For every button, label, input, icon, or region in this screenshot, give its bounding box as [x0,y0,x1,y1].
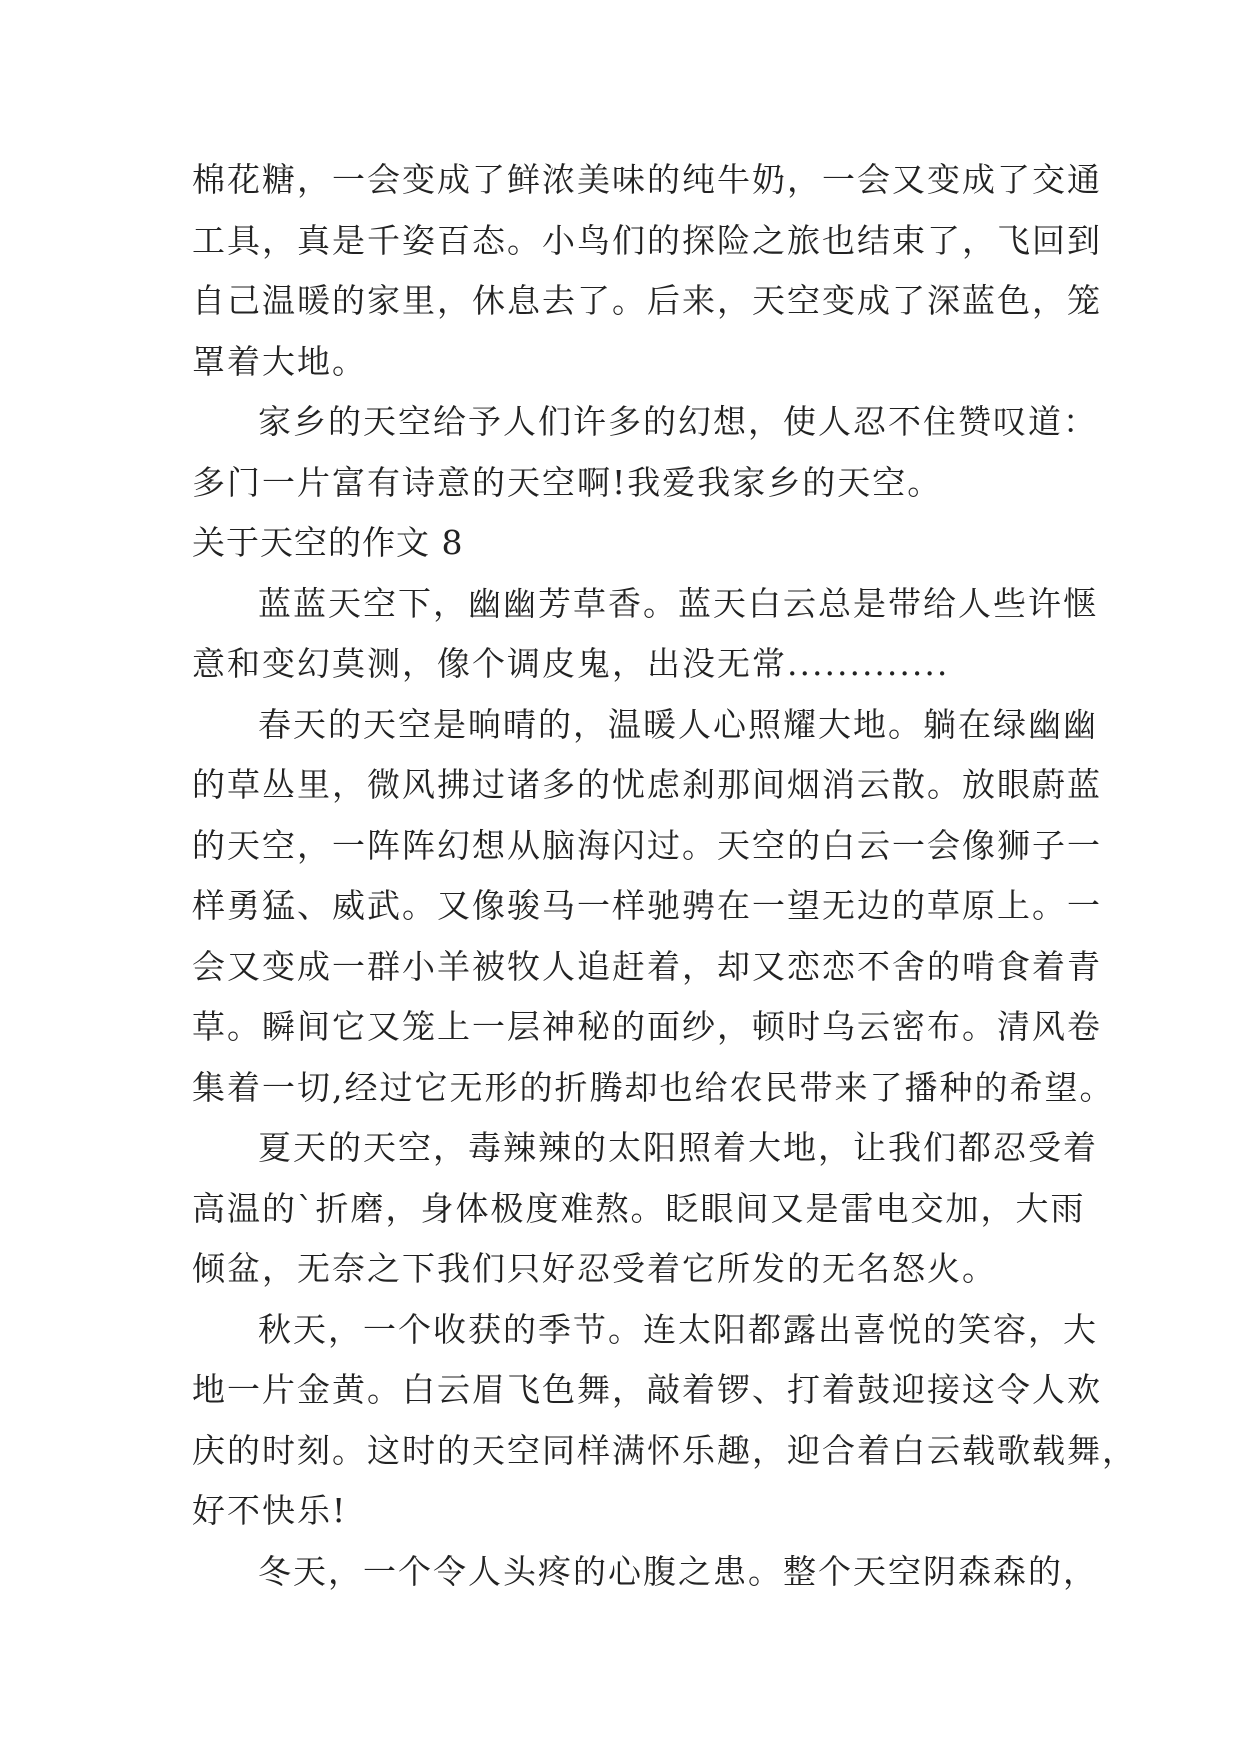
text-line: 棉花糖，一会变成了鲜浓美味的纯牛奶，一会又变成了交通 [192,160,1102,199]
text-line: 高温的`折磨，身体极度难熬。眨眼间又是雷电交加，大雨 [192,1188,1086,1228]
section-heading: 关于天空的作文 8 [192,523,464,562]
text-line: 家乡的天空给予人们许多的幻想，使人忍不住赞叹道： [258,402,1098,441]
text-line: 地一片金黄。白云眉飞色舞，敲着锣、打着鼓迎接这令人欢 [192,1370,1102,1409]
text-line: 自己温暖的家里，休息去了。后来，天空变成了深蓝色，笼 [192,281,1102,320]
text-line: 样勇猛、威武。又像骏马一样驰骋在一望无边的草原上。一 [192,886,1102,925]
text-line: 倾盆，无奈之下我们只好忍受着它所发的无名怒火。 [192,1249,997,1288]
text-line: 意和变幻莫测，像个调皮鬼，出没无常............. [192,644,950,683]
text-line: 蓝蓝天空下，幽幽芳草香。蓝天白云总是带给人些许惬 [258,583,1098,623]
document-body [192,150,1137,1602]
text-line: 春天的天空是晌晴的，温暖人心照耀大地。躺在绿幽幽 [258,704,1098,744]
text-line: 冬天，一个令人头疼的心腹之患。整个天空阴森森的， [258,1551,1098,1591]
text-line: 多门一片富有诗意的天空啊!我爱我家乡的天空。 [192,462,943,502]
text-line: 的草丛里，微风拂过诸多的忧虑刹那间烟消云散。放眼蔚蓝 [192,765,1102,804]
text-line: 会又变成一群小羊被牧人追赶着，却又恋恋不舍的啃食着青 [192,946,1102,986]
text-line: 秋天，一个收获的季节。连太阳都露出喜悦的笑容，大 [258,1309,1098,1349]
text-line: 罩着大地。 [192,341,367,381]
text-line: 工具，真是千姿百态。小鸟们的探险之旅也结束了，飞回到 [192,220,1102,260]
text-line: 夏天的天空，毒辣辣的太阳照着大地，让我们都忍受着 [258,1128,1098,1167]
text-line: 好不快乐! [192,1491,348,1530]
text-line: 庆的时刻。这时的天空同样满怀乐趣，迎合着白云载歌载舞， [192,1430,1137,1470]
text-line: 草。瞬间它又笼上一层神秘的面纱，顿时乌云密布。清风卷 [192,1007,1102,1046]
text-line: 的天空，一阵阵幻想从脑海闪过。天空的白云一会像狮子一 [192,825,1102,865]
text-line: 集着一切,经过它无形的折腾却也给农民带来了播种的希望。 [192,1067,1115,1107]
